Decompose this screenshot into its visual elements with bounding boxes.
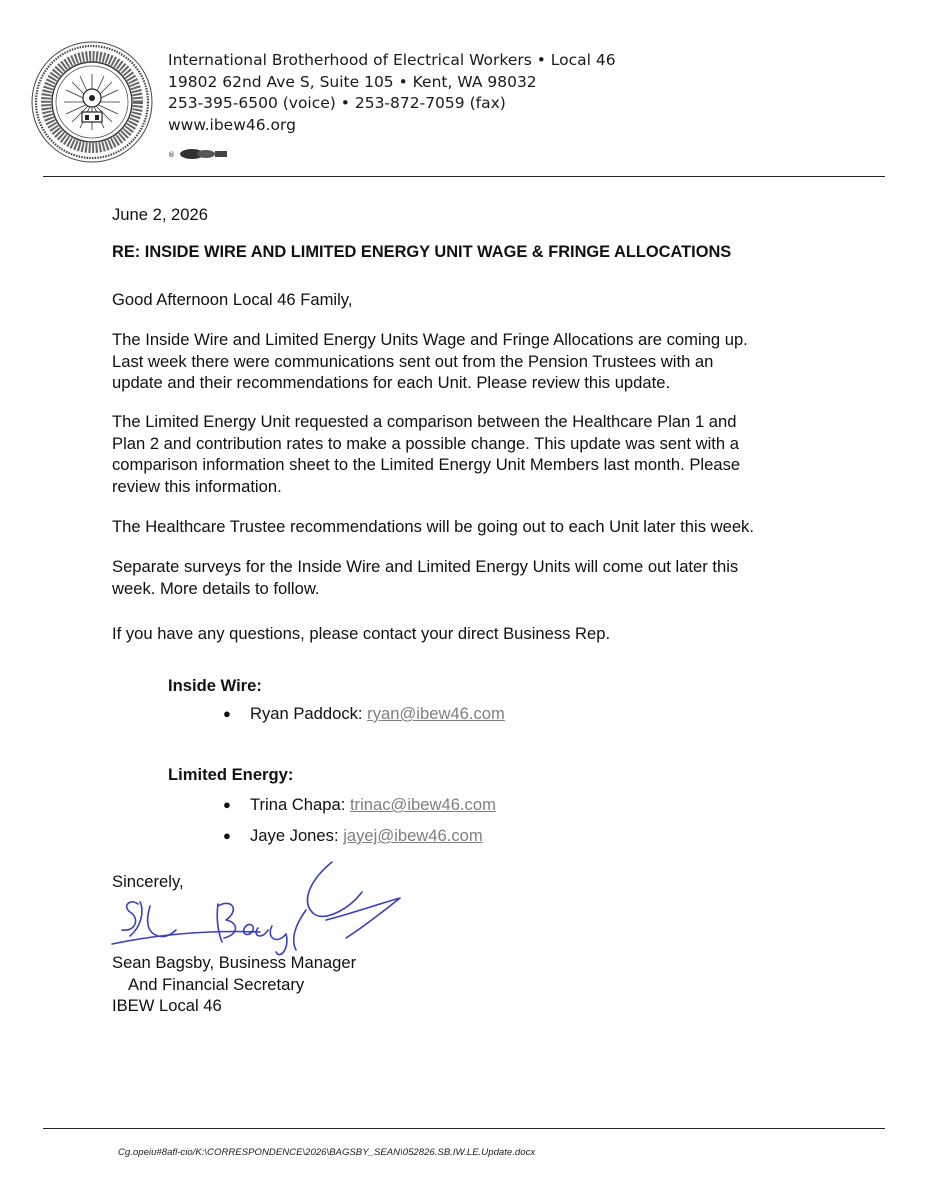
paragraph-line: Last week there were communications sent out from the Pension Trustees with an xyxy=(112,351,714,371)
paragraph-3 xyxy=(112,516,832,538)
signer-title: And Financial Secretary xyxy=(128,974,305,994)
letter-subject: RE: INSIDE WIRE AND LIMITED ENERGY UNIT WAGE & FRINGE ALLOCATIONS xyxy=(112,243,732,261)
handwritten-signature xyxy=(100,840,440,960)
paragraph-line: Plan 2 and contribution rates to make a possible change. This update was sent with a xyxy=(112,433,739,453)
contact-name: Trina Chapa: xyxy=(250,795,346,814)
valediction: Sincerely, xyxy=(112,872,184,891)
signer-organization: IBEW Local 46 xyxy=(112,996,222,1015)
paragraph-line: If you have any questions, please contact your direct Business Rep. xyxy=(112,624,611,643)
paragraph-line: The Healthcare Trustee recommendations will be going out to each Unit later this week. xyxy=(112,517,754,536)
paragraph-line: review this information. xyxy=(112,476,282,496)
letterhead-address: 19802 62nd Ave S, Suite 105 • Kent, WA 98032 xyxy=(168,72,537,91)
paragraph-2 xyxy=(112,411,832,497)
letterhead-org-name: International Brotherhood of Electrical Workers • Local 46 xyxy=(168,51,616,69)
svg-text:®: ® xyxy=(168,151,175,159)
paragraph-line: week. More details to follow. xyxy=(112,578,320,598)
letter-greeting: Good Afternoon Local 46 Family, xyxy=(112,290,353,309)
footer-divider xyxy=(43,1128,885,1129)
letterhead-phone: 253-395-6500 (voice) • 253-872-7059 (fax) xyxy=(168,94,506,112)
contact-email-link[interactable]: jayej@ibew46.com xyxy=(343,826,483,845)
paragraph-1 xyxy=(112,329,832,394)
contact-item-ryan xyxy=(223,704,505,724)
union-label-icon xyxy=(168,147,232,161)
limited-energy-heading: Limited Energy: xyxy=(168,765,294,784)
bullet-icon: ● xyxy=(223,797,231,812)
paragraph-5 xyxy=(112,623,832,645)
signature-block xyxy=(112,952,356,1017)
contact-name: Ryan Paddock: xyxy=(250,704,363,723)
letterhead xyxy=(168,50,616,136)
signer-name-title: Sean Bagsby, Business Manager xyxy=(112,953,357,972)
letter-date: June 2, 2026 xyxy=(112,205,208,224)
footer-file-path: Cg.opeiu#8afl-cio/K:\CORRESPONDENCE\2026\BAGSBY_SEAN\052826.SB.IW.LE.Update.docx xyxy=(118,1147,536,1158)
paragraph-line: The Inside Wire and Limited Energy Units Wage and Fringe Allocations are coming up. xyxy=(112,330,748,349)
inside-wire-heading: Inside Wire: xyxy=(168,676,262,695)
letterhead-website[interactable]: www.ibew46.org xyxy=(168,115,296,134)
bullet-icon: ● xyxy=(223,828,231,843)
bullet-icon: ● xyxy=(223,706,231,721)
ibew-seal-icon xyxy=(30,40,154,164)
contact-email-link[interactable]: trinac@ibew46.com xyxy=(349,795,496,814)
contact-email-link[interactable]: ryan@ibew46.com xyxy=(367,704,505,723)
paragraph-line: Separate surveys for the Inside Wire and Limited Energy Units will come out later this xyxy=(112,557,739,576)
paragraph-line: update and their recommendations for each Unit. Please review this update. xyxy=(112,373,671,392)
paragraph-4 xyxy=(112,556,832,599)
paragraph-line: The Limited Energy Unit requested a comparison between the Healthcare Plan 1 and xyxy=(112,412,737,431)
contact-item-trina xyxy=(223,795,496,815)
paragraph-line: comparison information sheet to the Limited Energy Unit Members last month. Please xyxy=(112,455,741,474)
header-divider xyxy=(43,176,885,177)
contact-name: Jaye Jones: xyxy=(250,826,339,845)
